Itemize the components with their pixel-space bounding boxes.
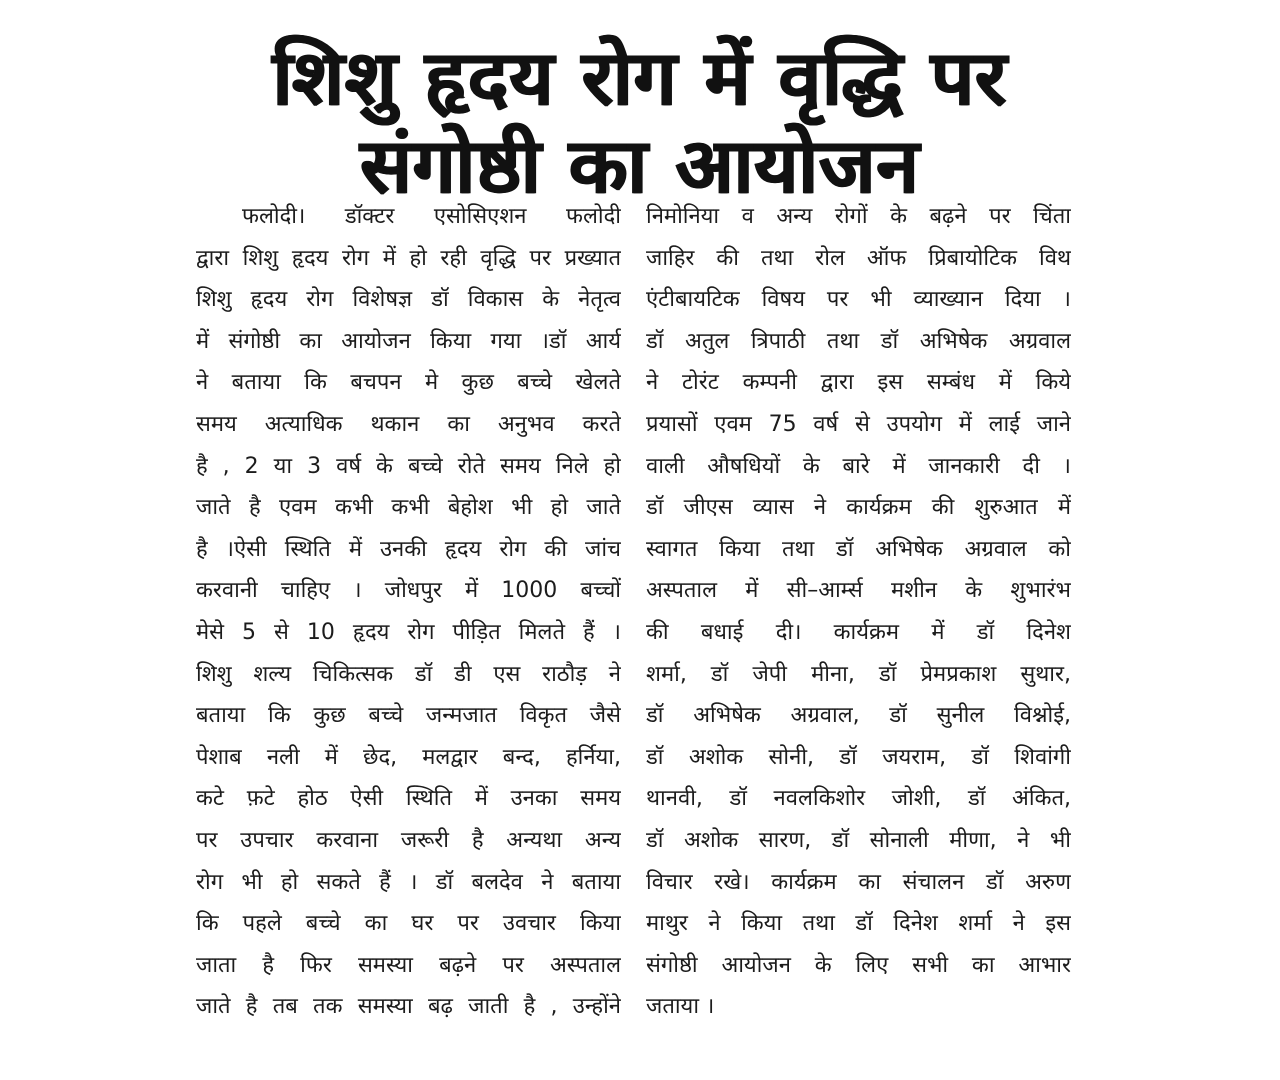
body-line: विचार रखे। कार्यक्रम का संचालन डॉ अरुण — [646, 869, 1071, 895]
body-line: डॉ अतुल त्रिपाठी तथा डॉ अभिषेक अग्रवाल — [646, 328, 1071, 354]
body-line: करवानी चाहिए । जोधपुर में 1000 बच्चों — [196, 578, 621, 604]
body-line: है , 2 या 3 वर्ष के बच्चे रोते समय निले हो — [196, 453, 621, 479]
body-line: की बधाई दी। कार्यक्रम में डॉ दिनेश — [646, 619, 1071, 645]
body-line: जाहिर की तथा रोल ऑफ प्रिबायोटिक विथ — [646, 245, 1071, 271]
body-line: थानवी, डॉ नवलकिशोर जोशी, डॉ अंकित, — [646, 786, 1071, 812]
body-line: प्रयासों एवम 75 वर्ष से उपयोग में लाई जाने — [646, 411, 1071, 437]
body-line: निमोनिया व अन्य रोगों के बढ़ने पर चिंता — [646, 204, 1071, 229]
body-line: ने टोरंट कम्पनी द्वारा इस सम्बंध में किये — [646, 370, 1071, 396]
body-line: पर उपचार करवाना जरूरी है अन्यथा अन्य — [196, 827, 621, 853]
body-line: में संगोष्ठी का आयोजन किया गया ।डॉ आर्य — [196, 328, 621, 354]
body-line: बताया कि कुछ बच्चे जन्मजात विकृत जैसे — [196, 703, 621, 729]
body-line: शिशु हृदय रोग विशेषज्ञ डॉ विकास के नेतृत्व — [196, 287, 621, 313]
body-line: है ।ऐसी स्थिति में उनकी हृदय रोग की जांच — [196, 536, 621, 562]
body-line: अस्पताल में सी–आर्म्स मशीन के शुभारंभ — [646, 578, 1071, 604]
headline-line-2: संगोष्ठी का आयोजन — [360, 121, 920, 210]
body-line: जाता है फिर समस्या बढ़ने पर अस्पताल — [196, 952, 621, 978]
body-line: रोग भी हो सकते हैं । डॉ बलदेव ने बताया — [196, 869, 621, 895]
body-line: डॉ अशोक सारण, डॉ सोनाली मीणा, ने भी — [646, 827, 1071, 853]
body-line: वाली औषधियों के बारे में जानकारी दी । — [646, 453, 1071, 479]
headline-line-1: शिशु हृदय रोग में वृद्धि पर — [272, 33, 1008, 122]
body-line: जाते है एवम कभी कभी बेहोश भी हो जाते — [196, 495, 621, 521]
body-line: कि पहले बच्चे का घर पर उवचार किया — [196, 911, 621, 937]
body-line: ने बताया कि बचपन मे कुछ बच्चे खेलते — [196, 370, 621, 396]
body-line: द्वारा शिशु हृदय रोग में हो रही वृद्धि पर प्रख्यात — [196, 245, 621, 271]
body-line: जाते है तब तक समस्या बढ़ जाती है , उन्होंने — [196, 994, 621, 1020]
body-line: जताया । — [646, 994, 715, 1020]
body-line: माथुर ने किया तथा डॉ दिनेश शर्मा ने इस — [646, 911, 1071, 937]
right-column — [646, 196, 1071, 1028]
body-line: कटे फ़टे होठ ऐसी स्थिति में उनका समय — [196, 786, 621, 812]
body-line: समय अत्याधिक थकान का अनुभव करते — [196, 411, 621, 437]
body-line: मेसे 5 से 10 हृदय रोग पीड़ित मिलते हैं । — [196, 619, 621, 645]
body-line: स्वागत किया तथा डॉ अभिषेक अग्रवाल को — [646, 536, 1071, 562]
body-line: डॉ अशोक सोनी, डॉ जयराम, डॉ शिवांगी — [646, 744, 1071, 770]
left-column — [196, 196, 621, 1028]
body-line: शिशु शल्य चिकित्सक डॉ डी एस राठौड़ ने — [196, 661, 621, 687]
body-line: डॉ जीएस व्यास ने कार्यक्रम की शुरुआत में — [646, 495, 1071, 521]
body-line: शर्मा, डॉ जेपी मीना, डॉ प्रेमप्रकाश सुथार, — [646, 661, 1071, 687]
body-line: संगोष्ठी आयोजन के लिए सभी का आभार — [646, 952, 1071, 978]
body-line: डॉ अभिषेक अग्रवाल, डॉ सुनील विश्नोई, — [646, 703, 1071, 729]
body-line: फलोदी। डॉक्टर एसोसिएशन फलोदी — [242, 204, 621, 229]
body-line: पेशाब नली में छेद, मलद्वार बन्द, हर्निया, — [196, 744, 621, 770]
body-line: एंटीबायटिक विषय पर भी व्याख्यान दिया । — [646, 287, 1071, 313]
